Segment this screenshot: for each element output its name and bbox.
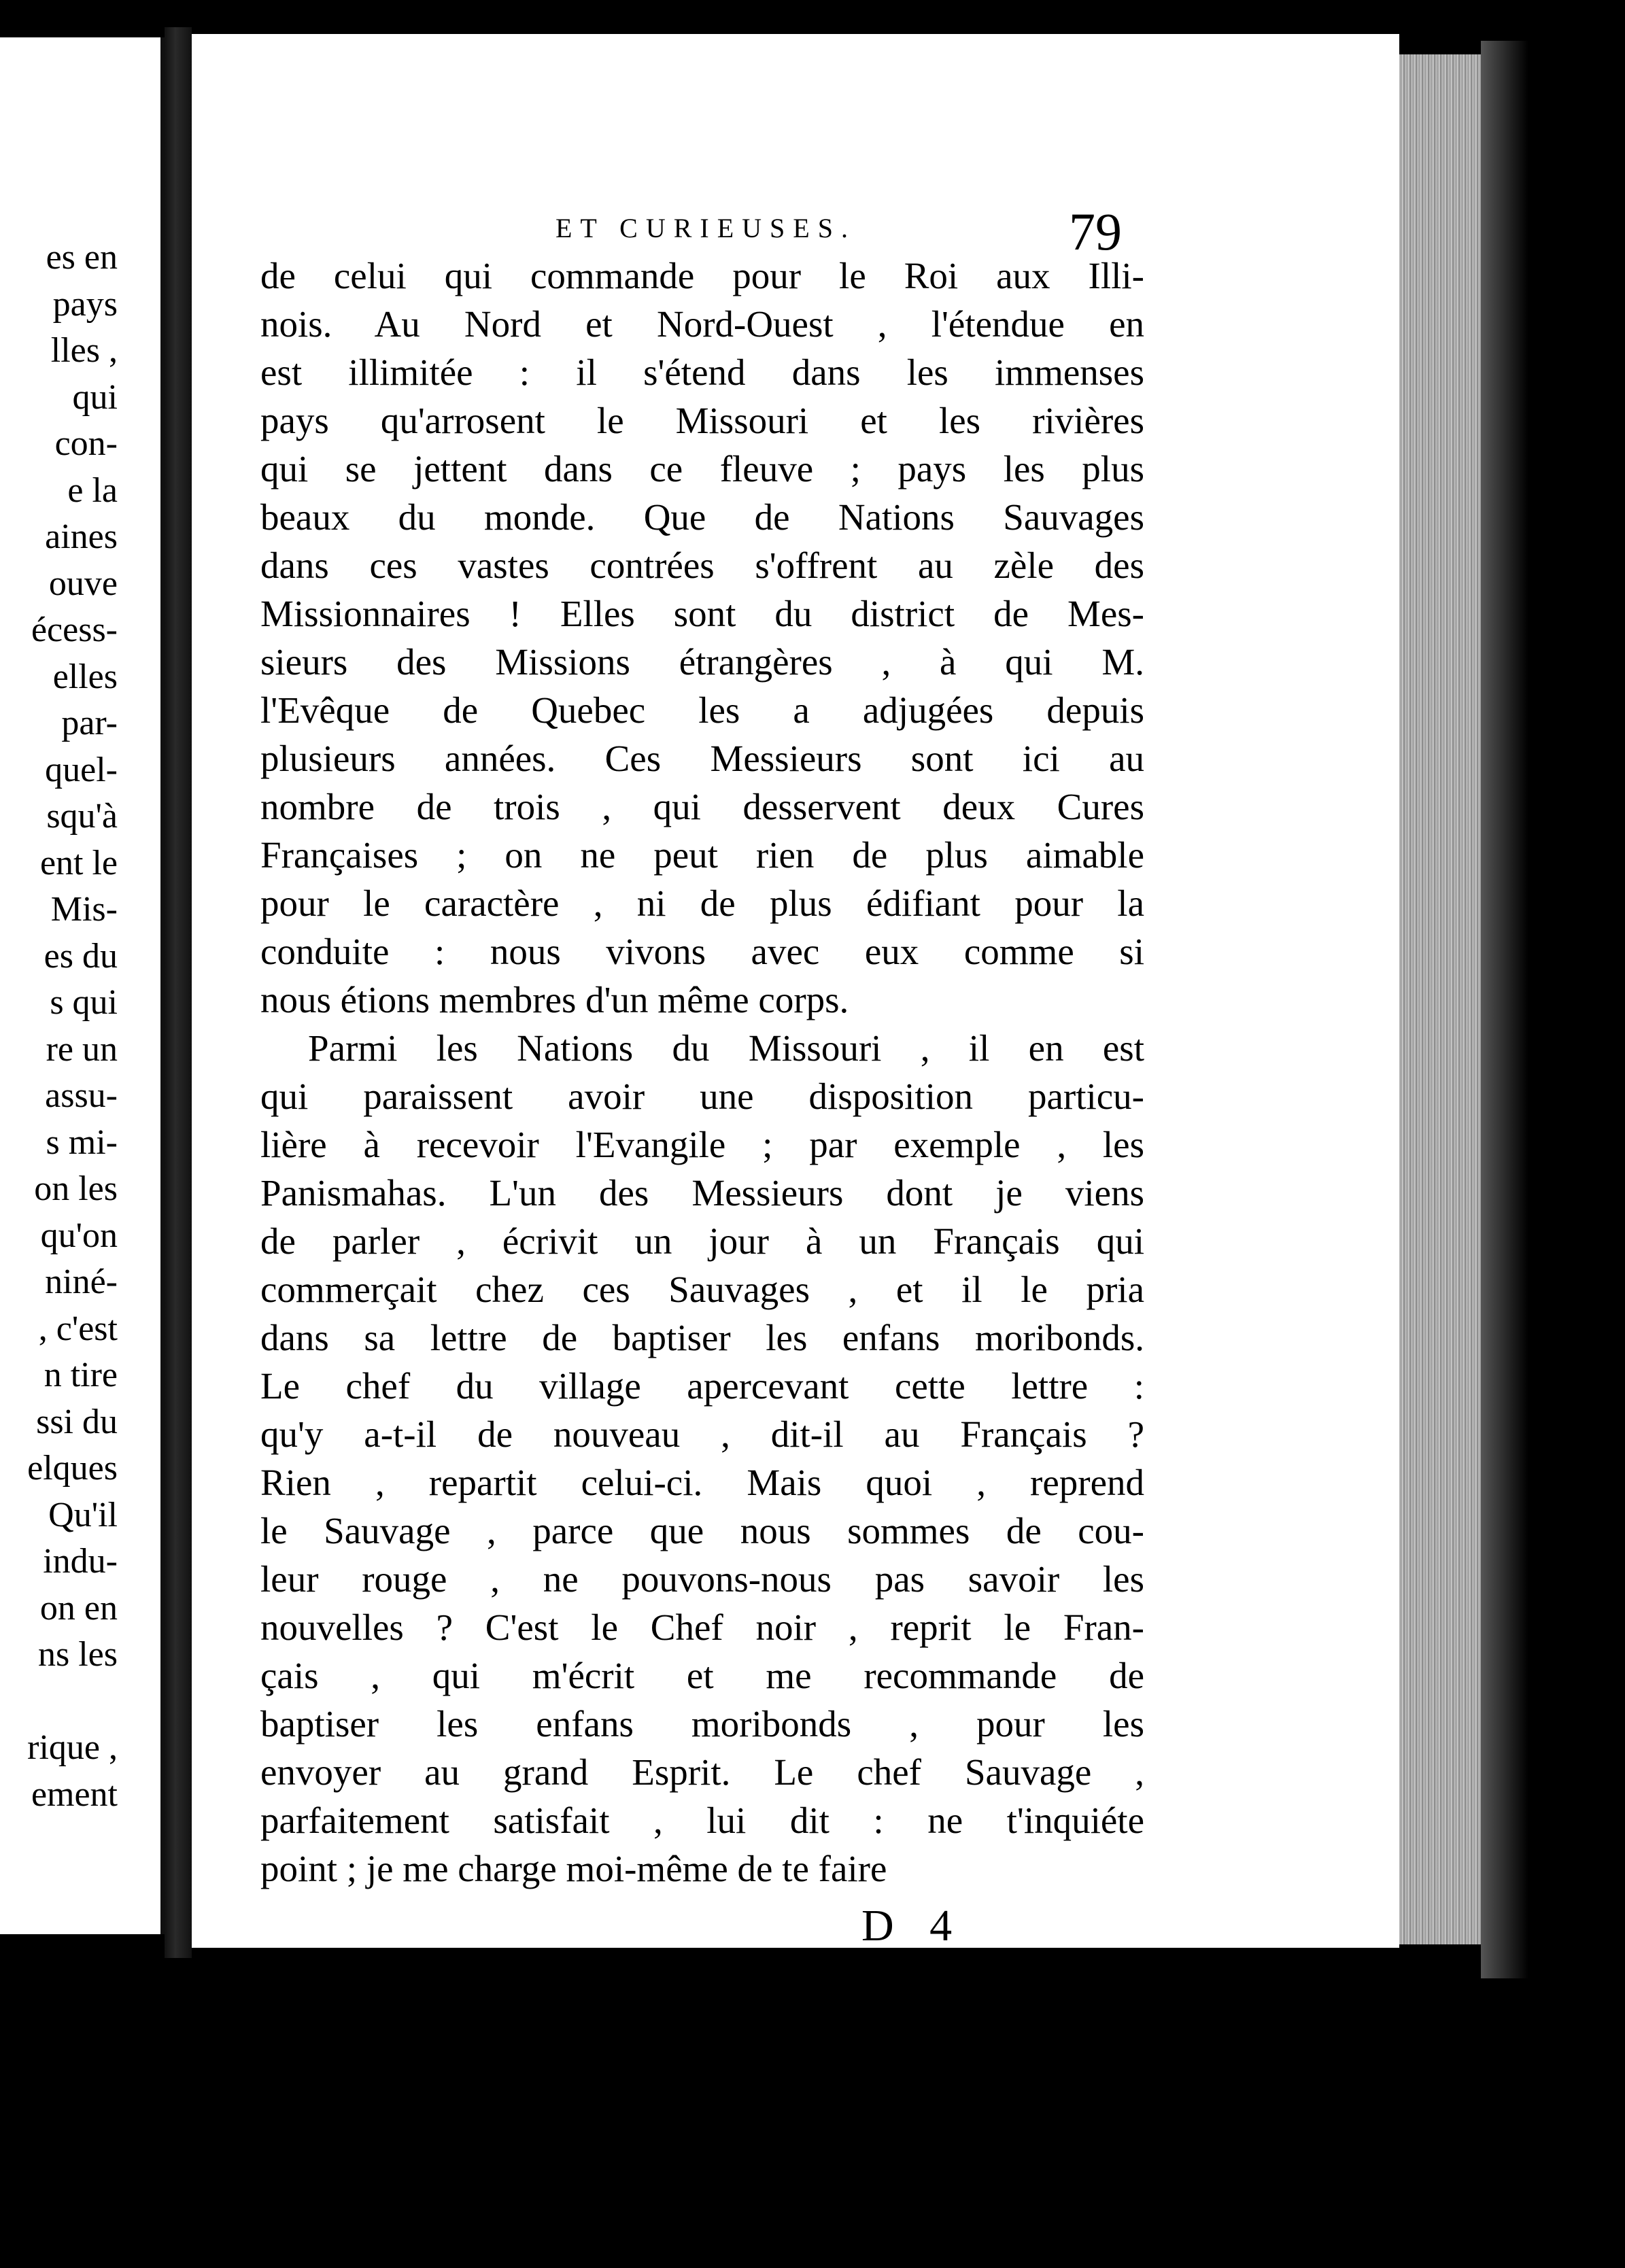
left-line: , c'est <box>38 1309 118 1348</box>
text-line: lière à recevoir l'Evangile ; par exemple , les <box>260 1124 1144 1165</box>
left-line: ssi du <box>36 1402 118 1441</box>
text-line: Panismahas. L'un des Messieurs dont je viens <box>260 1172 1144 1214</box>
left-line: qu'on <box>40 1216 118 1255</box>
left-line: aines <box>45 517 118 556</box>
left-line: écess- <box>31 611 118 649</box>
text-line: beaux du monde. Que de Nations Sauvages <box>260 496 1144 538</box>
left-line: ent le <box>39 843 118 882</box>
left-line: indu- <box>43 1542 118 1581</box>
text-line: parfaitement satisfait , lui dit : ne t'inquiéte <box>260 1800 1144 1841</box>
left-line: on les <box>34 1169 118 1208</box>
left-line: Mis- <box>50 890 118 929</box>
text-line: point ; je me charge moi-même de te faire <box>260 1848 887 1889</box>
left-line: n tire <box>44 1356 118 1394</box>
page-number: 79 <box>1069 202 1122 261</box>
left-page <box>0 37 165 1934</box>
left-line: squ'à <box>46 797 118 836</box>
left-line: re un <box>46 1029 118 1069</box>
text-line: commerçait chez ces Sauvages , et il le pria <box>260 1269 1144 1310</box>
text-line: Parmi les Nations du Missouri , il en est <box>308 1027 1144 1069</box>
text-line: dans sa lettre de baptiser les enfans moribonds. <box>260 1317 1144 1358</box>
text-line: envoyer au grand Esprit. Le chef Sauvage , <box>260 1751 1144 1793</box>
text-line: Françaises ; on ne peut rien de plus aimable <box>260 834 1144 876</box>
left-line: s qui <box>50 983 118 1022</box>
left-line: pays <box>52 284 118 324</box>
text-line: dans ces vastes contrées s'offrent au zèle des <box>260 545 1144 586</box>
signature-mark: D 4 <box>861 1901 965 1951</box>
text-line: sieurs des Missions étrangères , à qui M. <box>260 641 1144 683</box>
left-line: niné- <box>45 1262 118 1301</box>
left-line: quel- <box>45 750 118 789</box>
left-line: con- <box>54 424 118 463</box>
text-line: Le chef du village apercevant cette lettre : <box>260 1365 1144 1407</box>
left-line: es du <box>44 936 118 976</box>
left-line: ouve <box>48 564 118 603</box>
text-line: qu'y a-t-il de nouveau , dit-il au Français ? <box>260 1413 1144 1455</box>
text-line: le Sauvage , parce que nous sommes de cou- <box>260 1510 1144 1551</box>
book-gutter <box>165 27 192 1958</box>
left-line: on en <box>39 1588 118 1628</box>
left-line: assu- <box>45 1076 118 1115</box>
right-page <box>192 34 1399 1951</box>
text-line: leur rouge , ne pouvons-nous pas savoir les <box>260 1558 1144 1600</box>
text-line: l'Evêque de Quebec les a adjugées depuis <box>260 689 1144 731</box>
left-line: rique , <box>27 1728 118 1767</box>
text-line: de parler , écrivit un jour à un Français qui <box>260 1220 1144 1262</box>
text-line: est illimitée : il s'étend dans les immenses <box>260 351 1144 393</box>
left-line: lles , <box>50 331 118 370</box>
left-line: s mi- <box>46 1122 118 1162</box>
text-line: Missionnaires ! Elles sont du district de Mes- <box>260 593 1144 634</box>
left-line: qui <box>72 377 118 417</box>
left-line: elques <box>27 1449 118 1488</box>
running-head: ET CURIEUSES. <box>555 213 856 243</box>
text-line: plusieurs années. Ces Messieurs sont ici au <box>260 738 1144 779</box>
left-line: es en <box>46 238 118 277</box>
book-edge-shadow <box>1481 41 1528 1978</box>
text-line: pour le caractère , ni de plus édifiant pour la <box>260 882 1144 924</box>
page-fore-edge <box>1399 54 1481 1944</box>
text-line: qui paraissent avoir une disposition particu- <box>260 1076 1144 1117</box>
body-text <box>260 252 1144 1893</box>
text-line: pays qu'arrosent le Missouri et les rivières <box>260 400 1144 441</box>
left-line: ement <box>31 1774 118 1814</box>
text-line: de celui qui commande pour le Roi aux Illi- <box>260 255 1144 296</box>
text-line: çais , qui m'écrit et me recommande de <box>260 1655 1144 1696</box>
text-line: nous étions membres d'un même corps. <box>260 979 849 1020</box>
left-line: elles <box>52 657 118 696</box>
left-page-text <box>0 235 118 1818</box>
text-line: nois. Au Nord et Nord-Ouest , l'étendue en <box>260 303 1144 345</box>
left-line: e la <box>67 470 118 510</box>
text-line: nombre de trois , qui desservent deux Cures <box>260 786 1144 827</box>
text-line: nouvelles ? C'est le Chef noir , reprit le Fran- <box>260 1606 1144 1648</box>
left-line <box>0 1679 118 1725</box>
left-line: Qu'il <box>48 1495 118 1534</box>
text-line: baptiser les enfans moribonds , pour les <box>260 1703 1144 1745</box>
text-line: Rien , repartit celui-ci. Mais quoi , reprend <box>260 1462 1144 1503</box>
text-line: qui se jettent dans ce fleuve ; pays les plus <box>260 448 1144 489</box>
text-line: conduite : nous vivons avec eux comme si <box>260 931 1144 972</box>
left-line: ns les <box>38 1635 118 1674</box>
left-line: par- <box>61 704 118 742</box>
